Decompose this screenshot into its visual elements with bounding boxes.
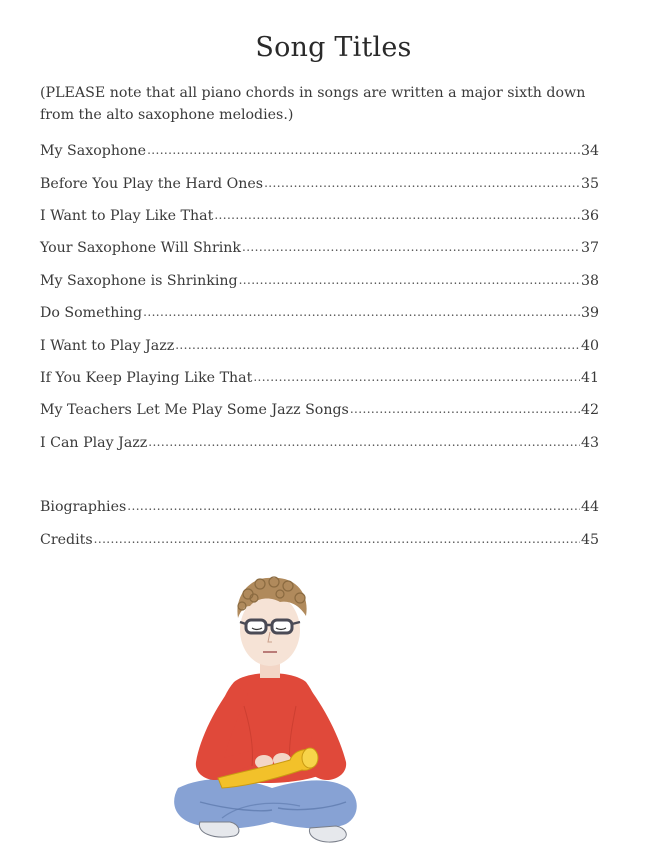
- toc-entry-page-number: 42: [580, 402, 599, 419]
- toc-entry-page-number: 37: [580, 240, 599, 257]
- right-shoe: [309, 826, 346, 842]
- toc-entry: [40, 303, 599, 335]
- toc-entry-title: My Saxophone: [40, 143, 147, 160]
- toc-entry-page-number: 39: [580, 305, 599, 322]
- boy-with-saxophone-icon: [160, 566, 380, 864]
- page-title: Song Titles: [255, 32, 412, 63]
- dot-leader: [239, 271, 580, 285]
- dot-leader: [148, 433, 580, 447]
- toc-entry: [40, 529, 599, 561]
- toc-entry-title: Do Something: [40, 305, 143, 322]
- toc-entry: [40, 206, 599, 238]
- toc-entry-page-number: 35: [580, 175, 599, 192]
- toc-entry-title: If You Keep Playing Like That: [40, 369, 253, 386]
- dot-leader: [94, 529, 580, 543]
- piano-chord-note: (PLEASE note that all piano chords in songs are written a major sixth down from the alto saxophone melodies.): [40, 85, 586, 123]
- dot-leader: [175, 335, 580, 349]
- toc-entry-page-number: 34: [580, 143, 599, 160]
- toc-entry-page-number: 41: [580, 369, 599, 386]
- toc-entry-title: Biographies: [40, 499, 127, 516]
- toc-entry-page-number: 36: [580, 207, 599, 224]
- glasses-right-lens: [272, 620, 292, 633]
- left-shoe: [199, 822, 239, 837]
- toc-entry: [40, 497, 599, 529]
- toc-entry-title: My Teachers Let Me Play Some Jazz Songs: [40, 402, 349, 419]
- toc-entry: [40, 400, 599, 432]
- toc-entry-title: My Saxophone is Shrinking: [40, 272, 238, 289]
- toc-entry: [40, 271, 599, 303]
- dot-leader: [143, 303, 580, 317]
- toc-entry-page-number: 44: [580, 499, 599, 516]
- toc-entry-title: I Can Play Jazz: [40, 434, 148, 451]
- toc-entry-title: Before You Play the Hard Ones: [40, 175, 264, 192]
- toc-entry: [40, 238, 599, 270]
- dot-leader: [264, 173, 580, 187]
- toc-entry: [40, 433, 599, 465]
- toc-entry-page-number: 38: [580, 272, 599, 289]
- dot-leader: [147, 141, 580, 155]
- toc-entry: [40, 173, 599, 205]
- toc-entry: [40, 335, 599, 367]
- toc-entry-page-number: 43: [580, 434, 599, 451]
- glasses-left-lens: [246, 620, 266, 633]
- dot-leader: [242, 238, 580, 252]
- dot-leader: [127, 497, 580, 511]
- song-titles-list: [40, 141, 599, 465]
- extra-sections-list: [40, 497, 599, 562]
- toc-entry-title: Credits: [40, 531, 93, 548]
- dot-leader: [350, 400, 580, 414]
- dot-leader: [253, 368, 580, 382]
- dot-leader: [214, 206, 580, 220]
- toc-entry-title: Your Saxophone Will Shrink: [40, 240, 241, 257]
- toc-entry-title: I Want to Play Jazz: [40, 337, 175, 354]
- toc-entry: [40, 141, 599, 173]
- toc-entry: [40, 368, 599, 400]
- toc-entry-title: I Want to Play Like That: [40, 207, 214, 224]
- toc-entry-page-number: 45: [580, 531, 599, 548]
- toc-entry-page-number: 40: [580, 337, 599, 354]
